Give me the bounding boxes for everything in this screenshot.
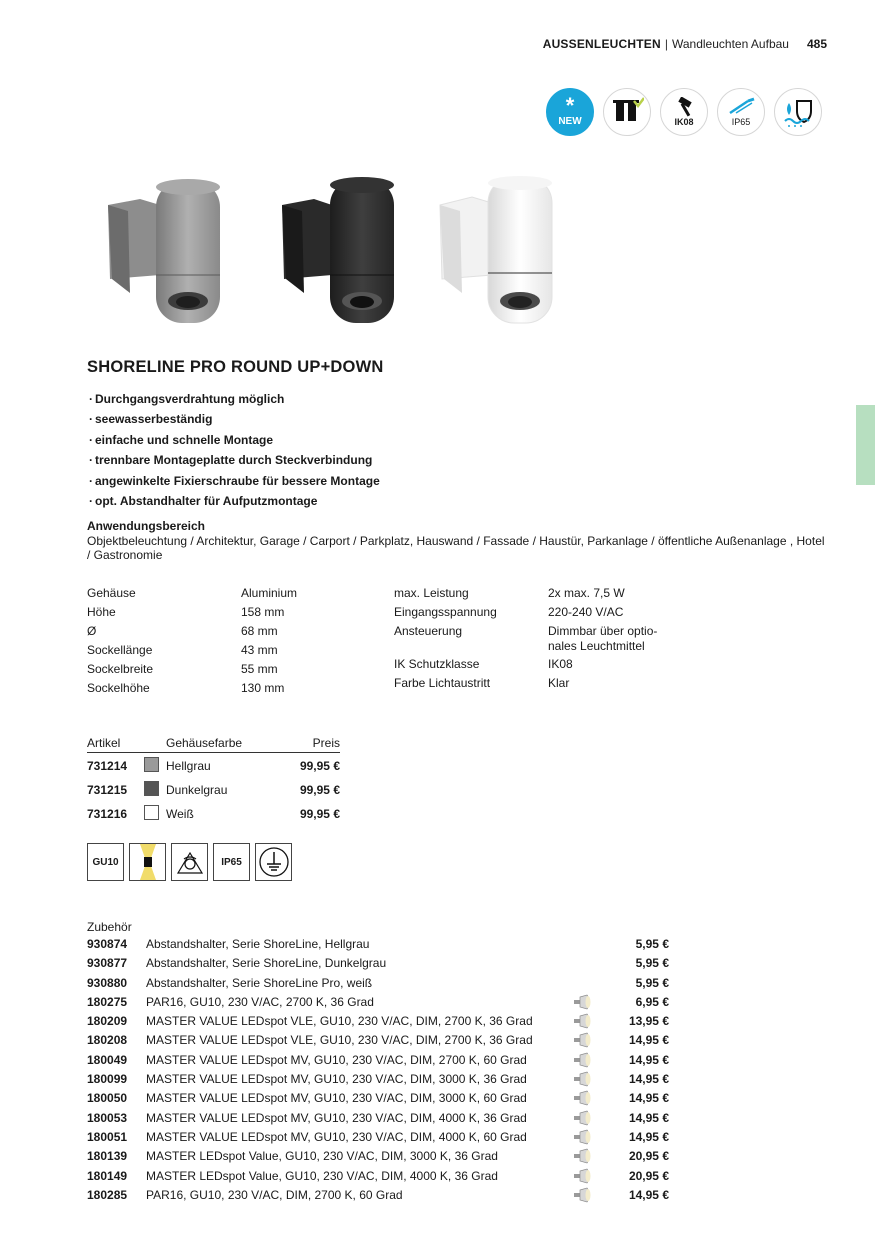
accessory-description: Abstandshalter, Serie ShoreLine, Hellgrau bbox=[146, 937, 370, 951]
accessory-description: MASTER VALUE LEDspot MV, GU10, 230 V/AC, DIM, 4000 K, 60 Grad bbox=[146, 1129, 527, 1144]
up-down-light-icon bbox=[129, 843, 166, 881]
feature-list bbox=[89, 389, 380, 511]
table-row bbox=[87, 777, 340, 801]
list-item bbox=[87, 954, 669, 973]
accessory-price: 14,95 € bbox=[628, 1072, 669, 1087]
led-bulb-icon bbox=[573, 1129, 593, 1145]
led-bulb-icon bbox=[573, 1071, 593, 1087]
accessory-number: 180049 bbox=[87, 1052, 128, 1067]
accessory-number: 930877 bbox=[87, 956, 128, 971]
spec-value: 55 mm bbox=[241, 662, 278, 676]
application-text: Objektbeleuchtung / Architektur, Garage / Carport / Parkplatz, Hauswand / Fassade / Haustür, Parkanlage / öffentliche Außenanlage , Hotel / Gastronomie bbox=[87, 534, 825, 562]
accessory-number: 930880 bbox=[87, 975, 128, 990]
article-number: 731214 bbox=[87, 759, 128, 773]
accessory-number: 180053 bbox=[87, 1110, 128, 1125]
list-item bbox=[87, 1147, 669, 1166]
page-header bbox=[543, 37, 827, 51]
accessory-description: MASTER VALUE LEDspot MV, GU10, 230 V/AC, DIM, 4000 K, 36 Grad bbox=[146, 1110, 527, 1125]
accessory-description: PAR16, GU10, 230 V/AC, DIM, 2700 K, 60 Grad bbox=[146, 1187, 403, 1202]
tech-gu10-label: GU10 bbox=[92, 856, 119, 868]
led-bulb-icon bbox=[573, 1090, 593, 1106]
list-item bbox=[87, 1031, 669, 1050]
accessory-price: 14,95 € bbox=[628, 1129, 669, 1144]
spec-value: 130 mm bbox=[241, 681, 285, 695]
header-price: Preis bbox=[312, 736, 340, 750]
color-swatch bbox=[144, 805, 159, 820]
spec-label: Ansteuerung bbox=[394, 624, 463, 638]
article-number: 731215 bbox=[87, 783, 128, 797]
spec-label: Farbe Lichtaustritt bbox=[394, 676, 491, 690]
led-bulb-icon bbox=[573, 1148, 593, 1164]
tech-icons bbox=[87, 843, 292, 881]
spec-value: Dimmbar über optio-nales Leuchtmittel bbox=[548, 624, 658, 653]
feature-badges bbox=[546, 88, 822, 136]
accessory-description: PAR16, GU10, 230 V/AC, 2700 K, 36 Grad bbox=[146, 994, 374, 1009]
accessory-price: 14,95 € bbox=[628, 1091, 669, 1106]
accessory-number: 180139 bbox=[87, 1149, 128, 1164]
spec-label: Sockellänge bbox=[87, 643, 153, 657]
accessory-description: MASTER VALUE LEDspot MV, GU10, 230 V/AC, DIM, 3000 K, 36 Grad bbox=[146, 1072, 527, 1087]
accessory-number: 930874 bbox=[87, 937, 128, 951]
accessory-number: 180275 bbox=[87, 994, 128, 1009]
double-spot-icon bbox=[603, 88, 651, 136]
list-item bbox=[87, 1167, 669, 1186]
list-item bbox=[87, 1089, 669, 1108]
spec-label: Ø bbox=[87, 624, 97, 638]
article-color: Weiß bbox=[166, 807, 194, 821]
section-side-tab bbox=[856, 405, 875, 485]
saltwater-shield-icon bbox=[774, 88, 822, 136]
list-item bbox=[87, 1186, 669, 1205]
accessory-description: Abstandshalter, Serie ShoreLine Pro, weiß bbox=[146, 975, 373, 990]
feature-item: · seewasserbeständig bbox=[89, 409, 380, 429]
led-bulb-icon bbox=[573, 1187, 593, 1203]
table-row bbox=[87, 753, 340, 777]
list-item bbox=[87, 993, 669, 1012]
feature-item: · trennbare Montageplatte durch Steckverbindung bbox=[89, 450, 380, 470]
hammer-icon bbox=[660, 88, 708, 136]
accessory-description: MASTER LEDspot Value, GU10, 230 V/AC, DIM, 4000 K, 36 Grad bbox=[146, 1168, 498, 1183]
product-title: SHORELINE PRO ROUND UP+DOWN bbox=[87, 358, 384, 376]
accessory-description: MASTER VALUE LEDspot VLE, GU10, 230 V/AC, DIM, 2700 K, 36 Grad bbox=[146, 1033, 533, 1048]
accessory-number: 180149 bbox=[87, 1168, 128, 1183]
spec-label: IK Schutzklasse bbox=[394, 657, 480, 671]
product-images bbox=[100, 175, 570, 335]
article-table bbox=[87, 736, 340, 825]
led-bulb-icon bbox=[573, 1052, 593, 1068]
article-number: 731216 bbox=[87, 807, 128, 821]
list-item bbox=[87, 1012, 669, 1031]
accessory-price: 6,95 € bbox=[635, 994, 669, 1009]
product-image-hellgrau bbox=[108, 179, 220, 323]
spec-value: 68 mm bbox=[241, 624, 278, 638]
led-bulb-icon bbox=[573, 994, 593, 1010]
page-number: 485 bbox=[806, 37, 827, 51]
accessory-price: 20,95 € bbox=[628, 1149, 669, 1164]
badge-ik-label: IK08 bbox=[674, 117, 694, 127]
accessory-price: 14,95 € bbox=[628, 1187, 669, 1202]
accessory-description: MASTER VALUE LEDspot MV, GU10, 230 V/AC, DIM, 2700 K, 60 Grad bbox=[146, 1052, 527, 1067]
accessory-description: Abstandshalter, Serie ShoreLine, Dunkelgrau bbox=[146, 956, 387, 971]
beam-angle-icon bbox=[171, 843, 208, 881]
spec-label: Eingangsspannung bbox=[394, 605, 497, 619]
protection-class-earth-icon bbox=[255, 843, 292, 881]
article-price: 99,95 € bbox=[299, 759, 340, 773]
table-row bbox=[87, 801, 340, 825]
water-jet-icon bbox=[717, 88, 765, 136]
accessory-price: 5,95 € bbox=[635, 956, 669, 971]
accessories-list bbox=[87, 935, 669, 1205]
feature-item: · einfache und schnelle Montage bbox=[89, 430, 380, 450]
article-table-header bbox=[87, 736, 340, 753]
accessories-heading: Zubehör bbox=[87, 920, 132, 934]
product-image-weiss bbox=[440, 176, 552, 323]
header-color: Gehäusefarbe bbox=[166, 736, 243, 750]
led-bulb-icon bbox=[573, 1032, 593, 1048]
accessory-number: 180285 bbox=[87, 1187, 128, 1202]
feature-item: · opt. Abstandhalter für Aufputzmontage bbox=[89, 491, 380, 511]
accessory-price: 5,95 € bbox=[635, 937, 669, 951]
accessory-number: 180208 bbox=[87, 1033, 128, 1048]
spec-label: Gehäuse bbox=[87, 586, 136, 600]
article-price: 99,95 € bbox=[299, 807, 340, 821]
color-swatch bbox=[144, 781, 159, 796]
spec-value: IK08 bbox=[548, 657, 573, 671]
spec-label: Sockelhöhe bbox=[87, 681, 150, 695]
gu10-socket-icon bbox=[87, 843, 124, 881]
accessory-number: 180209 bbox=[87, 1014, 128, 1029]
article-color: Dunkelgrau bbox=[166, 783, 228, 797]
accessory-price: 5,95 € bbox=[635, 975, 669, 990]
spec-label: Höhe bbox=[87, 605, 116, 619]
header-artikel: Artikel bbox=[87, 736, 121, 750]
accessory-number: 180051 bbox=[87, 1129, 128, 1144]
list-item bbox=[87, 1051, 669, 1070]
spec-value: 2x max. 7,5 W bbox=[548, 586, 625, 600]
accessory-description: MASTER LEDspot Value, GU10, 230 V/AC, DIM, 3000 K, 36 Grad bbox=[146, 1149, 498, 1164]
led-bulb-icon bbox=[573, 1110, 593, 1126]
application-heading: Anwendungsbereich bbox=[87, 519, 206, 533]
article-price: 99,95 € bbox=[299, 783, 340, 797]
accessory-price: 13,95 € bbox=[628, 1014, 669, 1029]
accessory-number: 180050 bbox=[87, 1091, 128, 1106]
list-item bbox=[87, 974, 669, 993]
spec-value: 43 mm bbox=[241, 643, 278, 657]
accessory-description: MASTER VALUE LEDspot VLE, GU10, 230 V/AC, DIM, 2700 K, 36 Grad bbox=[146, 1014, 533, 1029]
list-item bbox=[87, 1128, 669, 1147]
accessory-price: 14,95 € bbox=[628, 1033, 669, 1048]
list-item bbox=[87, 1070, 669, 1089]
color-swatch bbox=[144, 757, 159, 772]
led-bulb-icon bbox=[573, 1013, 593, 1029]
badge-new-label: NEW bbox=[558, 115, 582, 127]
spec-label: Sockelbreite bbox=[87, 662, 154, 676]
accessory-number: 180099 bbox=[87, 1072, 128, 1087]
subcategory-title: Wandleuchten Aufbau bbox=[671, 37, 789, 51]
list-item bbox=[87, 935, 669, 954]
feature-item: · Durchgangsverdrahtung möglich bbox=[89, 389, 380, 409]
list-item bbox=[87, 1109, 669, 1128]
article-color: Hellgrau bbox=[166, 759, 211, 773]
product-image-dunkelgrau bbox=[282, 177, 394, 323]
spec-value: Klar bbox=[548, 676, 570, 690]
accessory-price: 20,95 € bbox=[628, 1168, 669, 1183]
new-star-icon: * NEW bbox=[546, 88, 594, 136]
accessory-price: 14,95 € bbox=[628, 1110, 669, 1125]
tech-ip65-label: IP65 bbox=[221, 856, 242, 868]
accessory-price: 14,95 € bbox=[628, 1052, 669, 1067]
led-bulb-icon bbox=[573, 1168, 593, 1184]
ip65-icon bbox=[213, 843, 250, 881]
spec-value: 220-240 V/AC bbox=[548, 605, 624, 619]
spec-value: Aluminium bbox=[241, 586, 298, 600]
spec-value: 158 mm bbox=[241, 605, 285, 619]
header-separator: | bbox=[664, 37, 668, 51]
category-title: AUSSENLEUCHTEN bbox=[542, 37, 661, 51]
badge-ip-label: IP65 bbox=[731, 117, 751, 127]
accessory-description: MASTER VALUE LEDspot MV, GU10, 230 V/AC, DIM, 3000 K, 60 Grad bbox=[146, 1091, 527, 1106]
feature-item: · angewinkelte Fixierschraube für bessere Montage bbox=[89, 471, 380, 491]
spec-label: max. Leistung bbox=[394, 586, 469, 600]
